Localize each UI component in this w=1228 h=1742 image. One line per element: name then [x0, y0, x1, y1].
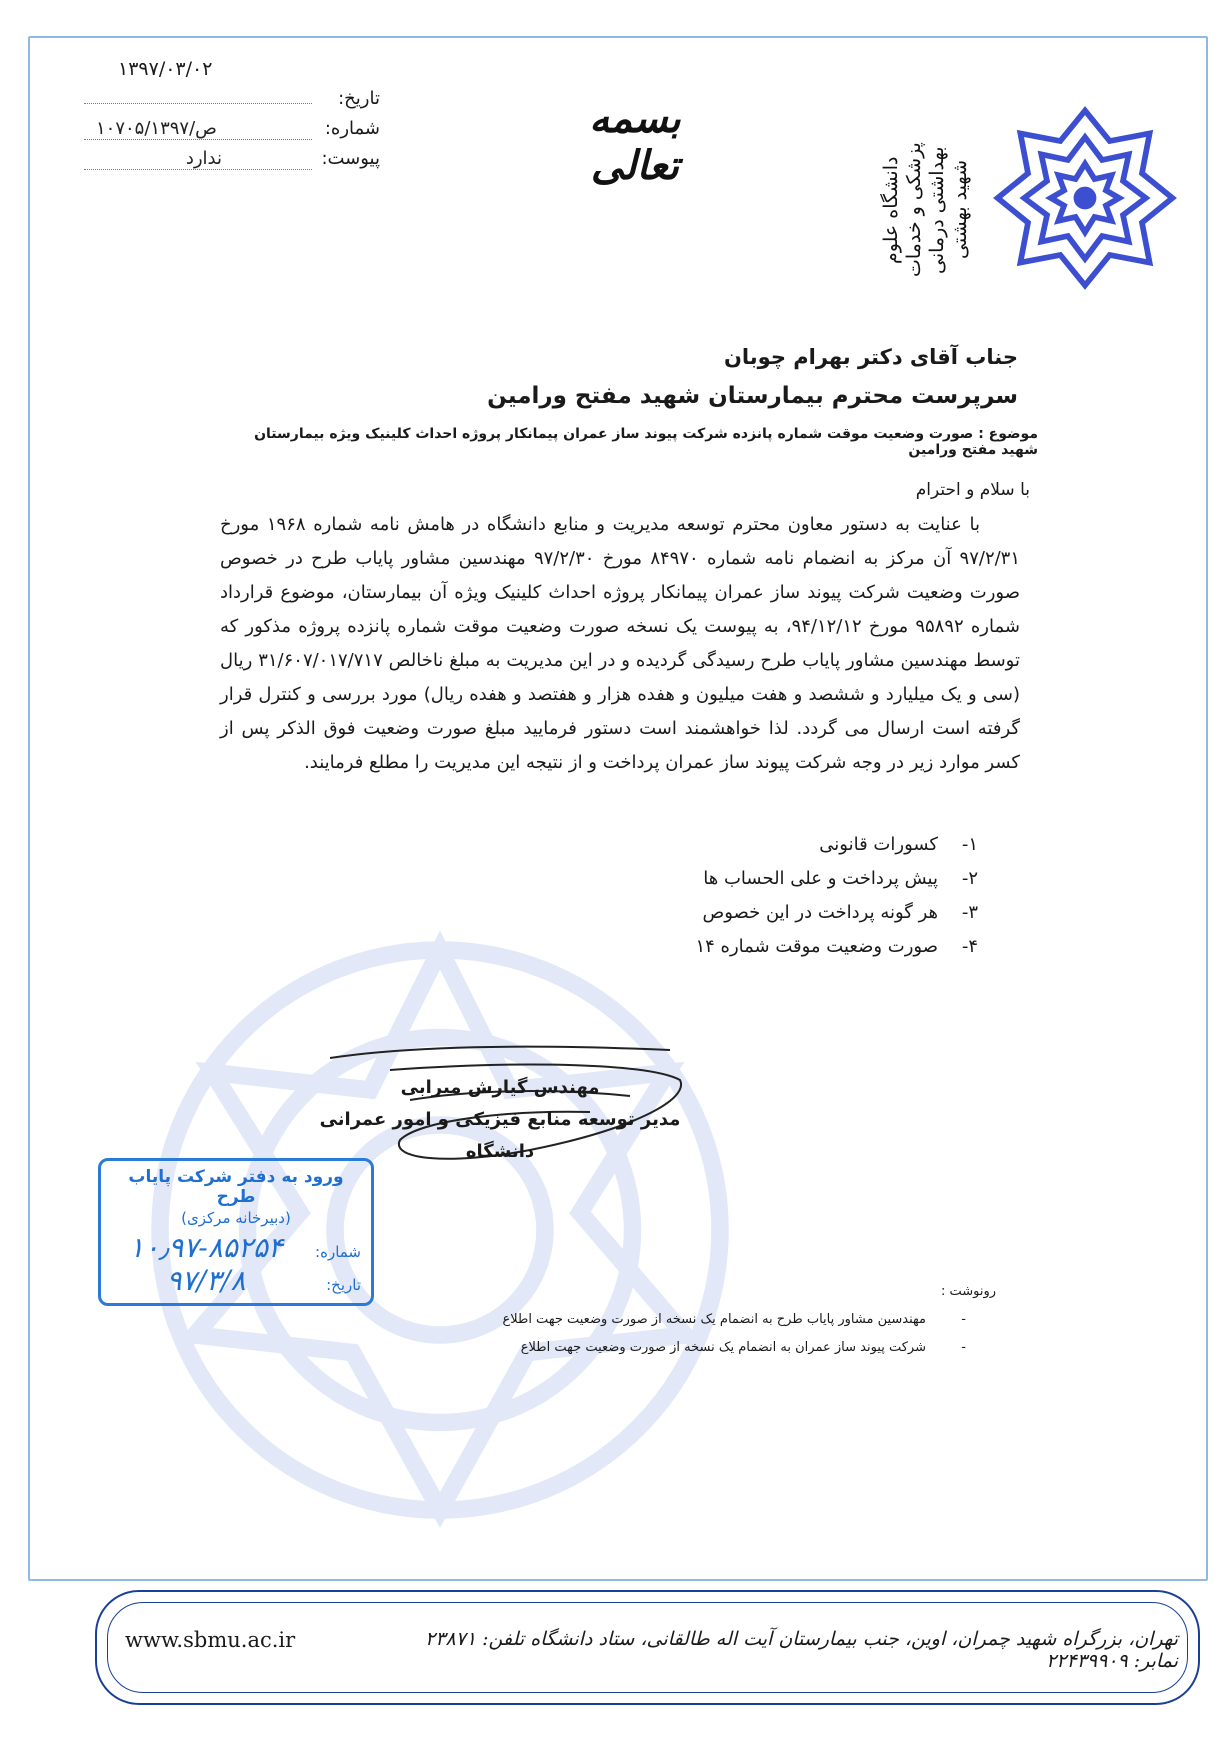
signer-name: مهندس گیارش میرابی	[400, 1077, 600, 1098]
item-number: ۳-	[961, 902, 978, 923]
item-number: ۱-	[961, 834, 978, 855]
cc-dash: -	[961, 1312, 966, 1327]
list-item	[695, 834, 978, 868]
cc-text: مهندسین مشاور پایاب طرح به انضمام یک نسخه از صورت وضعیت جهت اطلاع	[502, 1312, 926, 1327]
entry-stamp	[98, 1158, 374, 1306]
greeting: با سلام و احترام	[915, 480, 1030, 500]
deductions-list	[695, 834, 978, 970]
letter-subject: موضوع : صورت وضعیت موقت شماره پانزده شرکت پیوند ساز عمران پیمانکار پروژه احداث کلینیک ویژه بیمارستان شهید مفتح ورامین	[254, 426, 1038, 458]
addressee-name: جناب آقای دکتر بهرام چوبان	[723, 345, 1018, 369]
stamp-date-row	[111, 1264, 361, 1297]
date-line	[84, 103, 312, 104]
attachment-value: ندارد	[84, 148, 312, 170]
signer-title: مدیر توسعه منابع فیزیکی و امور عمرانی دانشگاه	[319, 1109, 681, 1162]
attachment-row	[80, 148, 380, 178]
stamp-subtitle: (دبیرخانه مرکزی)	[181, 1209, 291, 1227]
cc-dash: -	[961, 1340, 966, 1355]
number-label: شماره:	[324, 118, 380, 139]
stamp-number-label: شماره:	[315, 1243, 361, 1261]
cc-text: شرکت پیوند ساز عمران به انضمام یک نسخه از صورت وضعیت جهت اطلاع	[520, 1340, 926, 1355]
date-label: تاریخ:	[338, 88, 380, 109]
stamp-number-row	[111, 1231, 361, 1264]
cc-label: رونوشت :	[940, 1284, 996, 1299]
list-item	[695, 936, 978, 970]
attachment-label: پیوست:	[321, 148, 380, 169]
stamp-date-value: ۹۷/۳/۸	[166, 1264, 246, 1297]
stamp-date-label: تاریخ:	[326, 1276, 361, 1294]
footer-address: تهران، بزرگراه شهید چمران، اوین، جنب بیمارستان آیت اله طالقانی، ستاد دانشگاه تلفن: ۲۳۸۷۱ نمابر: ۲۲۴۳۹۹۰۹	[425, 1628, 1178, 1672]
stamp-number-value: ۱۰٫۹۷-۸۵۲۵۴	[129, 1231, 283, 1264]
addressee-title: سرپرست محترم بیمارستان شهید مفتح ورامین	[487, 383, 1018, 409]
item-number: ۲-	[961, 868, 978, 889]
number-value: ۱۰۷۰۵/ص/۱۳۹۷	[84, 118, 312, 140]
item-text: پیش پرداخت و علی الحساب ها	[703, 868, 938, 889]
date-row	[80, 88, 380, 118]
university-logo	[880, 95, 1190, 295]
logo-emblem-icon	[990, 103, 1180, 293]
number-row	[80, 118, 380, 148]
university-name: دانشگاه علوم پزشکی و خدمات بهداشتی درمانی شهید بهشتی	[880, 142, 971, 278]
cc-item	[502, 1334, 966, 1362]
bismillah: بسمه تعالی	[589, 95, 681, 189]
list-item	[695, 868, 978, 902]
list-item	[695, 902, 978, 936]
stamp-title: ورود به دفتر شرکت پایاب طرح	[128, 1167, 344, 1207]
letter-meta	[80, 88, 380, 178]
item-text: صورت وضعیت موقت شماره ۱۴	[695, 936, 938, 957]
footer-banner	[95, 1590, 1200, 1705]
item-number: ۴-	[961, 936, 978, 957]
item-text: کسورات قانونی	[819, 834, 938, 855]
date-value: ۱۳۹۷/۰۳/۰۲	[118, 58, 213, 80]
item-text: هر گونه پرداخت در این خصوص	[702, 902, 938, 923]
signature-block	[300, 1072, 700, 1168]
letter-body: با عنایت به دستور معاون محترم توسعه مدیریت و منابع دانشگاه در هامش نامه شماره ۱۹۶۸ مورخ ۹۷/۲/۳۱ آن مرکز به انضمام نامه شماره ۸۴۹۷۰ مورخ ۹۷/۲/۳۰ مهندسین مشاور پایاب طرح در خصوص صورت وضعیت شرکت پیوند ساز عمران پیمانکار پروژه احداث کلینیک ویژه آن بیمارستان، موضوع قرارداد شماره ۹۵۸۹۲ مورخ ۹۴/۱۲/۱۲، به پیوست یک نسخه صورت وضعیت موقت شماره پانزده پروژه مذکور که توسط مهندسین مشاور پایاب طرح رسیدگی گردیده و در این مدیریت به مبلغ ناخالص ۳۱/۶۰۷/۰۱۷/۷۱۷ ریال (سی و یک میلیارد و ششصد و هفت میلیون و هفده هزار و هفتصد و هفده ریال) مورد بررسی و کنترل قرار گرفته است ارسال می گردد. لذا خواهشمند است دستور فرمایید مبلغ صورت وضعیت فوق الذکر پس از کسر موارد زیر در وجه شرکت پیوند ساز عمران پرداخت و از نتیجه این مدیریت را مطلع فرمایند.	[220, 514, 1021, 773]
cc-list	[502, 1306, 966, 1362]
cc-item	[502, 1306, 966, 1334]
footer-website-link[interactable]: www.sbmu.ac.ir	[125, 1628, 296, 1652]
